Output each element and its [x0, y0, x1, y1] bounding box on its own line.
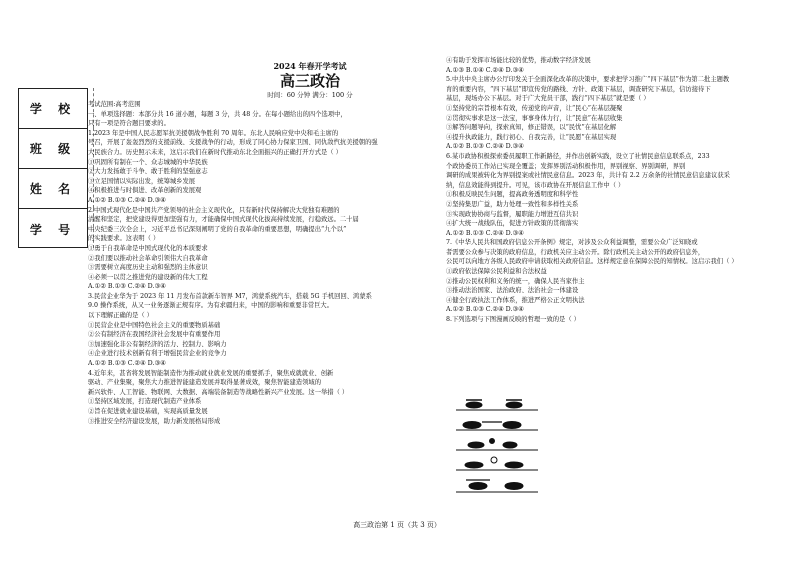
left-column-line: ③推进安全经济建设发展，助力新发展格局形成 [88, 417, 221, 425]
left-column-line: 1.2023 年是中国人民志愿军抗美援朝战争胜利 70 周年。东北人民响应党中央和毛主席的 [88, 129, 339, 137]
left-column-line: A.①② B.①③ C.②④ D.③④ [88, 360, 166, 368]
right-column-line: 8.下列选项与下图漫画反映的哲理一致的是（ ） [446, 316, 580, 324]
number-label: 学 号 [29, 222, 77, 237]
cartoon-illustration [452, 396, 542, 504]
student-info-box [18, 88, 88, 248]
left-column-line: ②旨在促进就业建设基础，实现高质量发展 [88, 408, 208, 415]
left-column-line: 号召，开展了轰轰烈烈的支援前线、支援战争的行动，形成了同心协力保家卫国、同仇敌忾抗美援朝的强 [88, 139, 378, 147]
right-column-line: 者需要公众参与决策的政府信息，行政机关应主动公开。除行政机关主动公开的政府信息外， [446, 248, 705, 256]
right-column-line: 6.某市政协积极探索委员履职工作新路径，并作出创新实践，设立了社情民意信息联系点，233 [446, 152, 710, 160]
right-column-line: A.①② B.①③ C.②④ D.③④ [446, 306, 524, 314]
left-column-line: 4.近年来，甚省将发展智能制造作为推动就业就业发展的重要抓手，聚焦成就就业、创新 [88, 369, 334, 377]
left-column-line: 的实践要求。这表明（ ） [88, 235, 160, 243]
right-column-line: ②坚持集思广益，助力处理一致性和多样性关系 [446, 200, 579, 208]
exam-name: 2024 年春开学考试 [273, 61, 347, 71]
left-column [88, 100, 380, 426]
left-column-line: 中央纪委三次全会上，习近平总书记深刻阐明了党的自我革命的重要思想，明确提出“九个以” [88, 225, 347, 233]
left-column-line: ②我们要以推动社会革命引领伟大自我革命 [88, 254, 208, 262]
left-column-line: ②公有制经济在我国经济社会发展中有重要作用 [88, 331, 221, 339]
right-column-line: 调研的成果被转化为界别提案或社情民意信息。2023 年，共计有 2.2 万余条的社情民意信息建议获采 [446, 172, 730, 180]
right-column-line: ③实现政协协商与监督，履职能力增进互信共识 [446, 210, 579, 218]
right-column-line: ③推动法治国家、法治政府、法治社会一体建设 [446, 287, 579, 295]
left-column-line: ①巩固所有制在一个、众志城城的中华民族 [88, 158, 208, 166]
class-label: 班 级 [19, 129, 87, 169]
left-column-line: 9.0 操作系统，从又一业务逐渐正规有序。为有求疆归来，中国的影响和重要非常巨大。 [88, 302, 334, 310]
left-column-line: ④积极推进与时俱进、改革创新的发展观 [88, 187, 202, 195]
page-footer: 高三政治第 1 页（共 3 页） [353, 521, 441, 529]
left-column-line: 考试范围:高考范围 [88, 101, 141, 108]
right-column-line: A.①③ B.①④ C.②④ D.③④ [446, 66, 524, 74]
left-column-line: A.①② B.①③ C.②④ D.③④ [88, 283, 166, 291]
right-column-line: ①积极反映民生问题，提高政务透明度和科学性 [446, 191, 579, 199]
right-column-line: ①坚持党的宗旨根本有效，传递党的声音，让“民心”在基层凝聚 [446, 104, 623, 112]
right-column-line: ④健全行政执法工作体系，推进严格公正文明执法 [446, 296, 585, 304]
left-column-line: ④必须一以贯之推进党的建设新的伟大工程 [88, 273, 208, 281]
right-column [446, 56, 752, 325]
left-column-line: 2.中国式现代化是中国共产党领导的社会主义现代化，只有新时代保持解决大党独有难题的 [88, 206, 340, 214]
left-column-line: 驱动、产业集聚，聚焦大力推进智能建造发展并取得显著成效，聚焦智能建造领域的 [88, 379, 321, 387]
right-column-line: 5.中共中央主席办公厅印发关于全面深化改革的决策中，要求把学习推广“四下基层”作为第二批主题教 [446, 76, 730, 84]
left-column-line: 新兴软件、人工智能、物联网、大数据、高端装备制造等战略性新兴产业发展。这一举措（ ） [88, 388, 349, 396]
left-column-line: 清醒和坚定，把党建设得更加坚强有力，才能确保中国式现代化拔高持续发展，行稳致远。二十届 [88, 216, 359, 224]
left-column-line: ①民营企业是中国特色社会主义的重要物质基础 [88, 321, 221, 329]
left-column-line: 3.民营企业华为于 2023 年 11 月发布首款新车智界 M7，鸿蒙系统汽车，搭载 5G 手机回回、鸿蒙系 [88, 292, 372, 300]
left-column-line: ③加速强化非公有制经济的活力、控制力、影响力 [88, 340, 227, 348]
right-column-line: ④提升执政能力，践行初心、自我完善，让“民愿”在基层实现 [446, 133, 617, 141]
right-column-line: A.①② B.①③ C.②④ D.③④ [446, 229, 524, 237]
left-column-line: 以下理解正确的是（ ） [88, 312, 153, 320]
school-label: 学 校 [19, 89, 87, 129]
right-column-line: ④有助于发挥市场能比较的优势，推动数字经济发展 [446, 57, 591, 64]
right-column-line: 7.《中华人民共和国政府信息公开条例》规定，对涉及公众利益调整，需要公众广泛知晓或 [446, 239, 698, 247]
left-column-line: ②大力发扬敢于斗争、敢于胜利的坚强意志 [88, 168, 208, 176]
left-column-line: 一、单项选择题：本部分共 16 道小题，每题 3 分，共 48 分。在每小题给出的四个选项中， [88, 110, 347, 118]
name-label: 姓 名 [19, 169, 87, 209]
right-column-line: ④扩大统一战线队伍，促进方针政策的贯彻落实 [446, 220, 579, 228]
subject-title: 高三政治 [279, 72, 340, 90]
right-column-line: 育的重要内容，“四下基层”即宣传党的路线、方针、政策下基层，调查研究下基层，信访接待下 [446, 85, 711, 93]
left-column-line: A.①② B.①③ C.②④ D.③④ [88, 196, 166, 204]
right-column-line: 个政协委员工作站已实现全覆盖；发挥界别活动积极作用，界别视察、界别调研，界别 [446, 162, 686, 170]
right-column-line: 纳，信息效能得到提升。可见，该市政协在开展信息工作中（ ） [446, 181, 625, 189]
left-column-line: ①坚持区域发展，打造现代制造产业体系 [88, 398, 202, 406]
right-column-line: 基层，现场办公下基层。对于广大党员干部，践行“四下基层”就是要（ ） [446, 95, 650, 103]
right-column-line: 公民可以向地方各级人民政府申请获取相关政府信息。这样规定意在保障公民的知情权。这启示我们（ ） [446, 258, 738, 266]
left-column-line: ④企业进行技术创新有利于增强民营企业的竞争力 [88, 350, 227, 358]
right-column-line: ①政府依法保障公民利益和合法权益 [446, 268, 547, 276]
right-column-line: ②推动公民权利和义务的统一，确保人民当家作主 [446, 277, 585, 285]
left-column-line: ①勇于自我革命是中国式现代化的本质要求 [88, 244, 208, 252]
left-column-line: 只有一项是符合题目要求的。 [88, 120, 170, 128]
left-column-line: 大民族合力。历史照示未来，这启示我们在新时代推动东北全面振兴的正确打开方式是（ ） [88, 148, 342, 156]
right-column-line: ③解答问题导向，探索真知，修正错误，以“民忧”在基层化解 [446, 124, 617, 132]
left-column-line: ③需要树立高度历史主动和强烈的主体意识 [88, 264, 208, 272]
right-column-line: A.①② B.①③ C.②④ D.③④ [446, 143, 524, 151]
left-column-line: ③立足国情以实际出发，统筹城乡发展 [88, 177, 196, 185]
time-score: 时间：60 分钟 满分：100 分 [267, 91, 353, 99]
right-column-line: ②贯彻实事求是这一法宝，事事身体力行，让“民意”在基层收集 [446, 114, 623, 122]
